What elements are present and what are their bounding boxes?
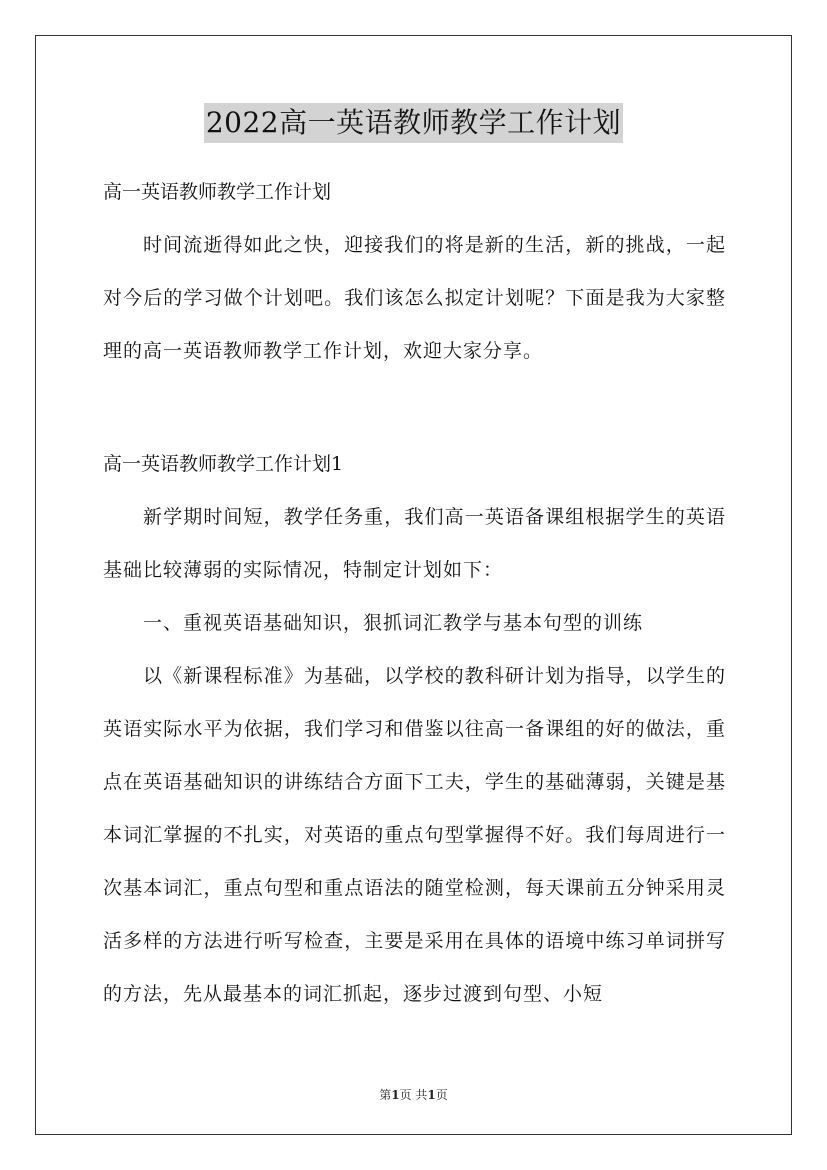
title-container [0, 103, 827, 143]
document-title: 2022高一英语教师教学工作计划 [204, 103, 623, 143]
footer-page-total: 1 [427, 1088, 436, 1102]
section-heading: 高一英语教师教学工作计划1 [103, 453, 344, 475]
footer-page-suffix: 页 [435, 1088, 448, 1102]
footer-page-mid: 页 共 [399, 1088, 428, 1102]
footer-page-prefix: 第 [379, 1088, 392, 1102]
section-paragraph-1: 新学期时间短，教学任务重，我们高一英语备课组根据学生的英语基础比较薄弱的实际情况，特制定计划如下： [103, 506, 726, 581]
section-paragraph-3: 以《新课程标准》为基础，以学校的教科研计划为指导，以学生的英语实际水平为依据，我们学习和借鉴以往高一备课组的好的做法，重点在英语基础知识的讲练结合方面下工夫，学生的基础薄弱，关键是基本词汇掌握的不扎实，对英语的重点句型掌握得不好。我们每周进行一次基本词汇，重点句型和重点语法的随堂检测，每天课前五分钟采用灵活多样的方法进行听写检查，主要是采用在具体的语境中练习单词拼写的方法，先从最基本的词汇抓起，逐步过渡到句型、小短 [103, 665, 726, 1005]
footer-page-number: 1 [391, 1088, 400, 1102]
page-footer [0, 1086, 827, 1103]
section-paragraph-2: 一、重视英语基础知识，狠抓词汇教学与基本句型的训练 [143, 612, 644, 634]
document-subtitle: 高一英语教师教学工作计划 [103, 181, 332, 203]
intro-paragraph: 时间流逝得如此之快，迎接我们的将是新的生活，新的挑战，一起对今后的学习做个计划吧。我们该怎么拟定计划呢？下面是我为大家整理的高一英语教师教学工作计划，欢迎大家分享。 [103, 234, 726, 362]
